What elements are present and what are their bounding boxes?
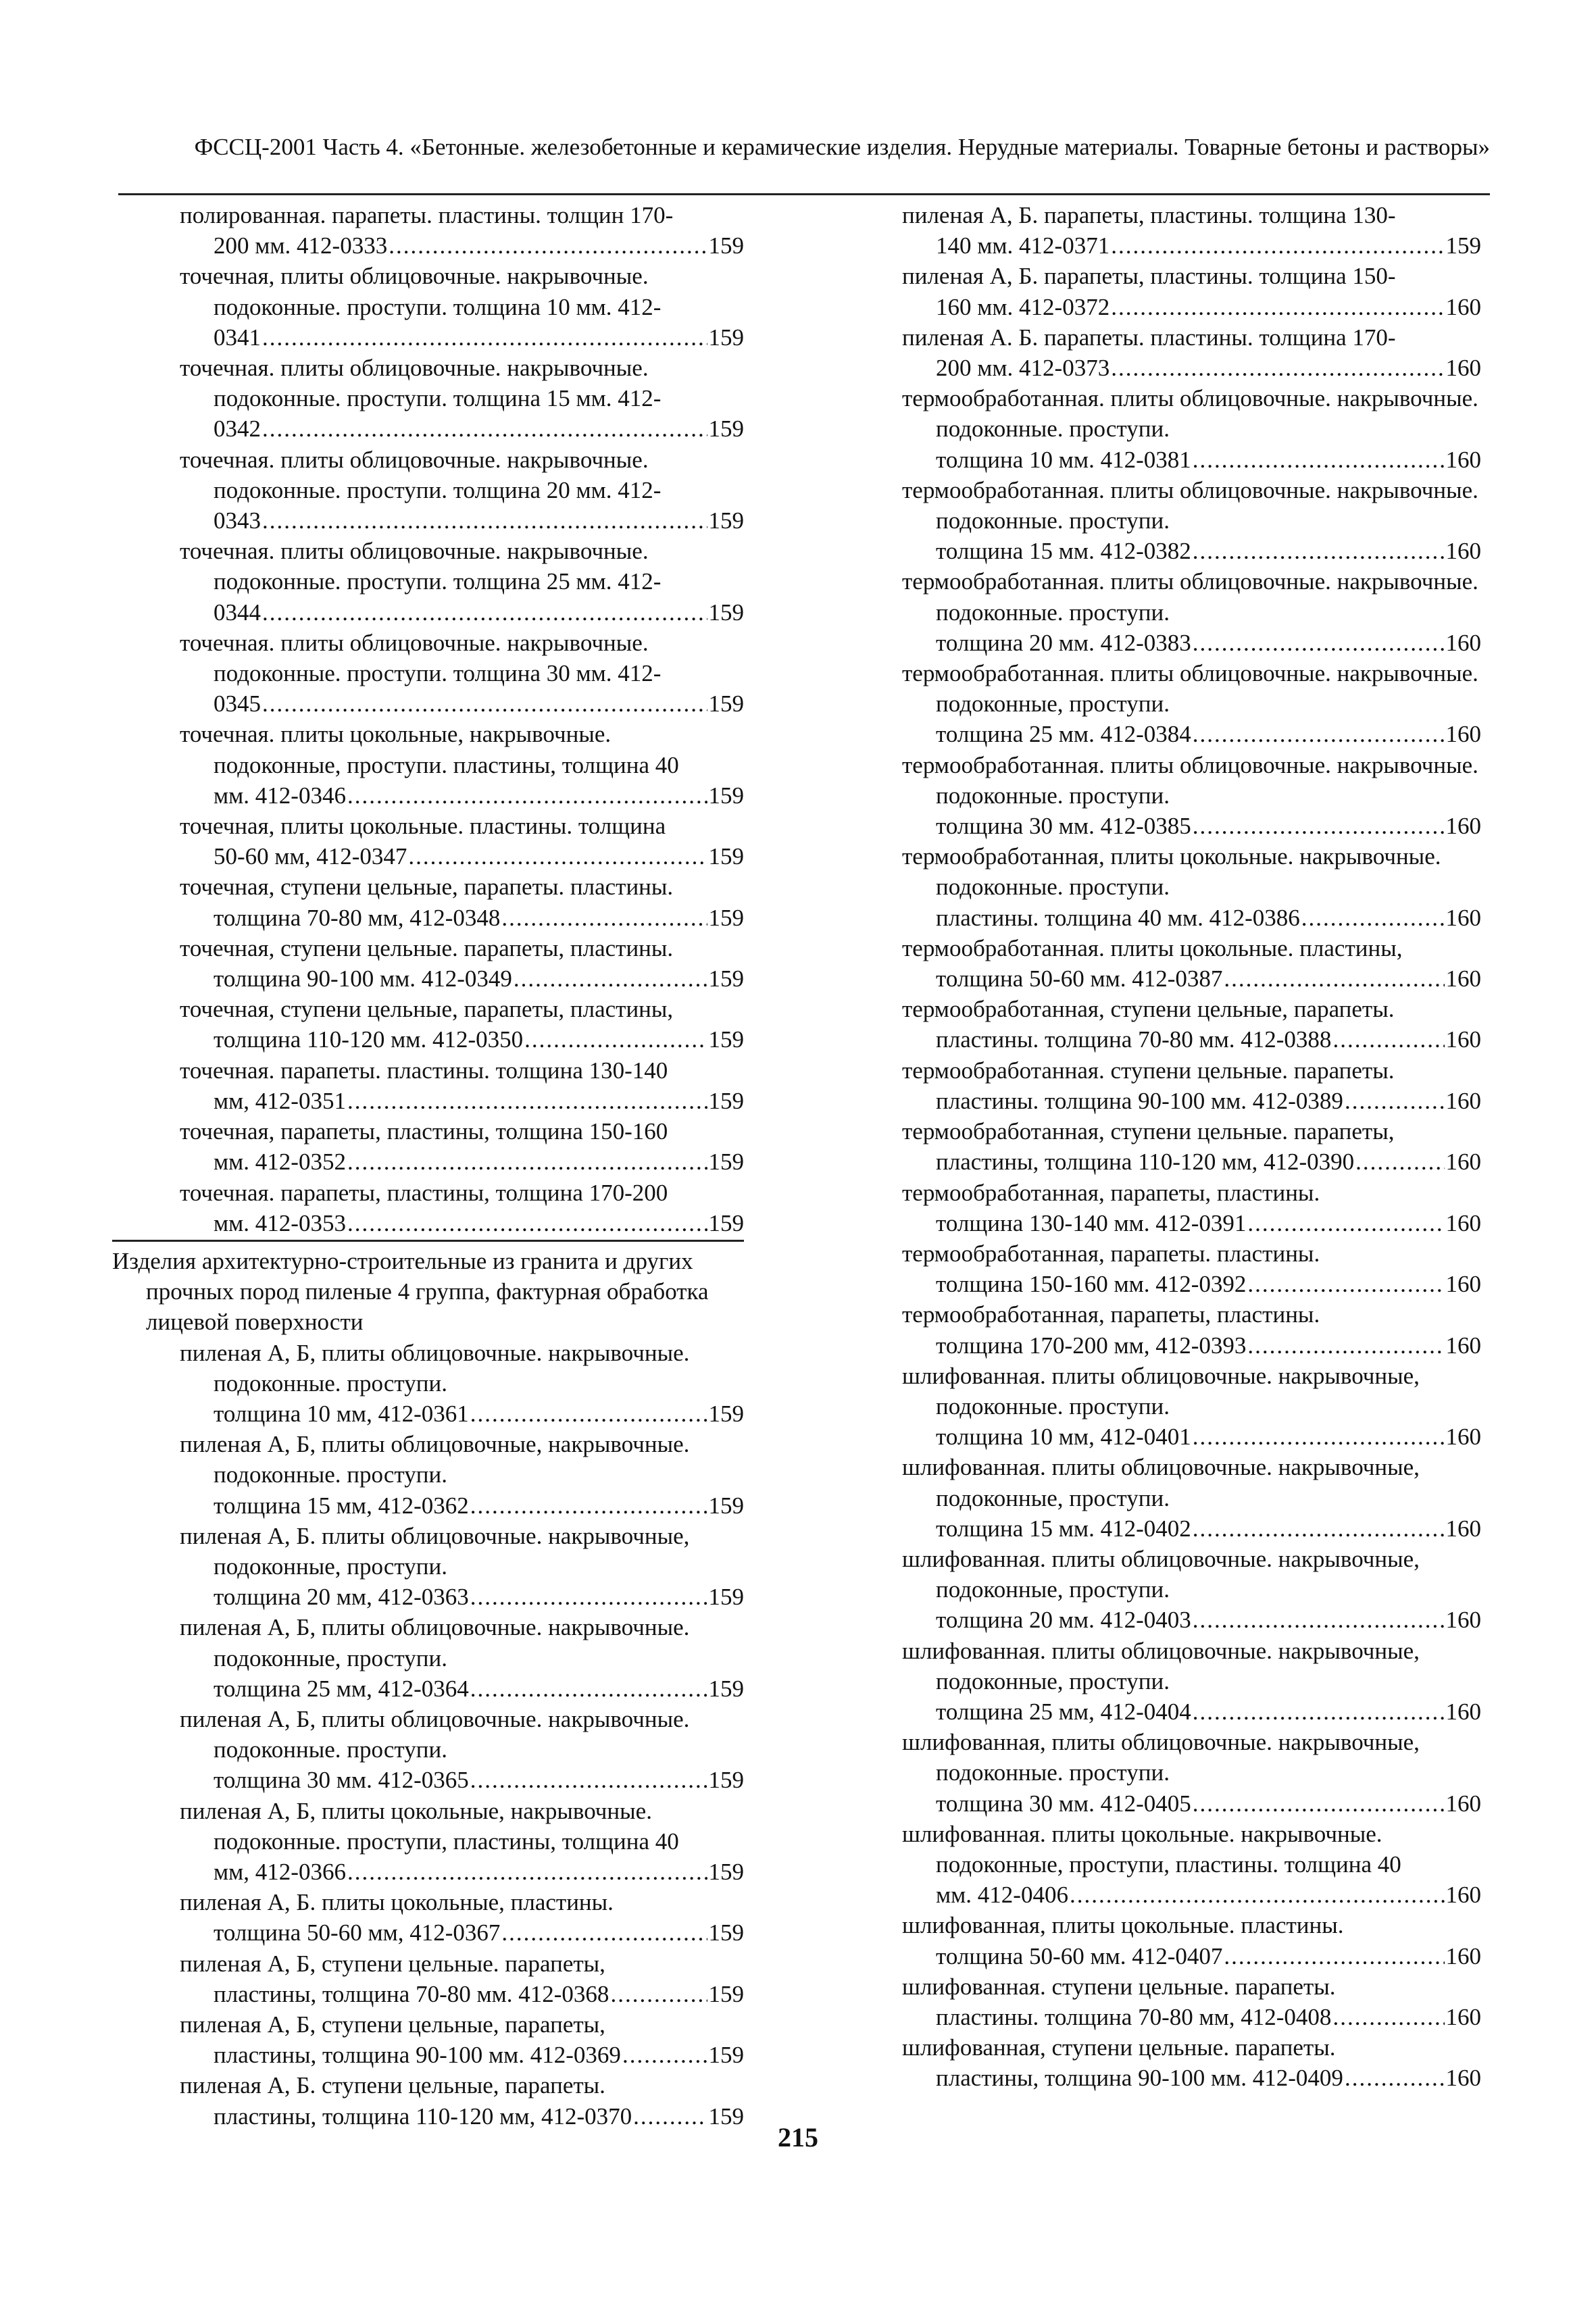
entry-page: 160 (1445, 538, 1481, 565)
entry-code: толщина 20 мм, 412-0363 (214, 1584, 469, 1611)
entry-code: толщина 15 мм. 412-0402 (936, 1515, 1191, 1542)
entry-page: 159 (708, 782, 744, 809)
entry-page: 159 (1445, 232, 1481, 259)
entry-code: пластины, толщина 90-100 мм. 412-0409 (936, 2065, 1343, 2092)
entry-code-line (214, 780, 744, 811)
dot-leader (1111, 230, 1444, 261)
dot-leader (1193, 1605, 1445, 1635)
entry-page: 160 (1445, 1698, 1481, 1725)
dot-leader (262, 505, 707, 536)
entry-text: термообработанная. плиты облицовочные. накрывочные. подоконные, проступи. (902, 660, 1478, 718)
entry-text: пиленая А, Б, плиты облицовочные. накрывочные. подоконные. проступи. (180, 1339, 690, 1397)
entry-text: полированная. парапеты. пластины. толщин 170- (180, 202, 674, 228)
entry-code-line (214, 1024, 744, 1055)
index-entry (112, 719, 744, 811)
dot-leader (1332, 1024, 1444, 1055)
entry-code: толщина 50-60 мм. 412-0407 (936, 1942, 1223, 1969)
entry-code: пластины. толщина 70-80 мм. 412-0388 (936, 1026, 1332, 1053)
entry-code: толщина 70-80 мм, 412-0348 (214, 904, 501, 931)
entry-code: 0342 (214, 416, 261, 443)
entry-text: пиленая А, Б, ступени цельные, парапеты, (180, 2011, 605, 2038)
index-entry (112, 1178, 744, 1238)
entry-page: 160 (1445, 2065, 1481, 2092)
entry-text: точечная. плиты облицовочные. накрывочные. подоконные. проступи. толщина 15 мм. 412- (180, 355, 662, 412)
dot-leader (1247, 1269, 1444, 1299)
entry-page: 160 (1445, 629, 1481, 656)
entry-code-line (214, 1979, 744, 2009)
dot-leader (262, 322, 707, 353)
index-entry (902, 1636, 1481, 1728)
entry-code: толщина 10 мм. 412-0381 (936, 446, 1191, 473)
entry-page: 159 (708, 1675, 744, 1702)
entry-code: мм. 412-0406 (936, 1882, 1068, 1909)
running-header: ФССЦ-2001 Часть 4. «Бетонные. железобетонные и керамические изделия. Нерудные материалы. Товарные бетоны и растворы» (194, 134, 1490, 160)
entry-text: шлифованная, плиты облицовочные. накрывочные, подоконные. проступи. (902, 1729, 1420, 1786)
dot-leader (470, 1674, 707, 1704)
entry-page: 160 (1445, 1790, 1481, 1817)
entry-code: 0343 (214, 507, 261, 534)
dot-leader (1193, 1422, 1445, 1452)
entry-text: точечная, ступени цельные, парапеты, пластины, (180, 996, 674, 1023)
entry-code-line (936, 230, 1481, 261)
entry-page: 160 (1445, 1882, 1481, 1909)
index-entry (112, 1704, 744, 1796)
dot-leader (389, 230, 707, 261)
entry-code: толщина 15 мм, 412-0362 (214, 1492, 469, 1519)
entry-page: 159 (708, 1400, 744, 1427)
dot-leader (622, 2040, 707, 2070)
entry-code-line (936, 1880, 1481, 1910)
entry-text: шлифованная. плиты облицовочные. накрывочные, подоконные, проступи. (902, 1454, 1420, 1511)
dot-leader (408, 841, 707, 872)
entry-code-line (214, 1086, 744, 1116)
index-entry (112, 872, 744, 932)
entry-text: шлифованная, ступени цельные. парапеты. (902, 2034, 1336, 2061)
dot-leader (514, 963, 707, 994)
dot-leader (501, 1917, 707, 1948)
index-entry (112, 1521, 744, 1613)
dot-leader (262, 413, 707, 444)
entry-page: 159 (708, 843, 744, 870)
entry-page: 159 (708, 904, 744, 931)
entry-code-line (936, 1208, 1481, 1238)
index-entry (112, 261, 744, 353)
entry-code: мм, 412-0351 (214, 1087, 346, 1114)
entry-code: толщина 30 мм. 412-0405 (936, 1790, 1191, 1817)
entry-code-line (936, 628, 1481, 658)
index-entry (902, 994, 1481, 1055)
entry-code-line (936, 2002, 1481, 2032)
dot-leader (1193, 719, 1445, 749)
dot-leader (470, 1765, 707, 1795)
index-entry (112, 1338, 744, 1430)
dot-leader (347, 1857, 707, 1887)
index-entry (112, 811, 744, 872)
dot-leader (262, 688, 707, 719)
index-entry (902, 1361, 1481, 1453)
entry-page: 159 (708, 1919, 744, 1946)
index-heading (112, 1246, 744, 1338)
dot-leader (470, 1490, 707, 1521)
entry-code: толщина 10 мм, 412-0401 (936, 1424, 1191, 1451)
entry-text: пиленая А, Б. парапеты, пластины. толщина 150- (902, 263, 1396, 290)
index-entry (902, 841, 1481, 933)
dot-leader (1332, 2002, 1444, 2032)
entry-code-line (936, 1696, 1481, 1727)
entry-text: шлифованная. ступени цельные. парапеты. (902, 1973, 1336, 2000)
index-entry (112, 1055, 744, 1116)
index-entry (902, 1727, 1481, 1819)
index-entry (902, 750, 1481, 842)
entry-page: 160 (1445, 2003, 1481, 2030)
index-entry (902, 1299, 1481, 1360)
index-column-left (112, 200, 744, 2132)
index-entry (112, 1887, 744, 1948)
dot-leader (1224, 1941, 1444, 1971)
entry-page: 159 (708, 2103, 744, 2130)
entry-page: 160 (1445, 1515, 1481, 1542)
index-entry (112, 1948, 744, 2009)
entry-page: 160 (1445, 1271, 1481, 1298)
entry-page: 160 (1445, 355, 1481, 382)
entry-text: точечная. плиты цокольные, накрывочные. подоконные, проступи. пластины, толщина 40 (180, 721, 679, 778)
entry-code-line (936, 1788, 1481, 1819)
entry-text: пиленая А. Б. парапеты. пластины. толщина 170- (902, 324, 1396, 351)
entry-text: шлифованная. плиты облицовочные. накрывочные, подоконные. проступи. (902, 1362, 1420, 1419)
entry-code: 200 мм. 412-0373 (936, 355, 1110, 382)
entry-page: 160 (1445, 1424, 1481, 1451)
entry-code-line (214, 597, 744, 628)
dot-leader (610, 1979, 707, 2009)
entry-code-line (214, 1399, 744, 1429)
entry-text: Изделия архитектурно-строительные из гранита и других прочных пород пиленые 4 группа, фактурная обработка лицевой поверхности (112, 1247, 709, 1336)
entry-text: пиленая А, Б. плиты цокольные, пластины. (180, 1889, 614, 1916)
entry-code: толщина 110-120 мм. 412-0350 (214, 1026, 524, 1053)
entry-text: пиленая А, Б, плиты облицовочные. накрывочные. подоконные. проступи. (180, 1705, 690, 1763)
dot-leader (1111, 353, 1444, 383)
entry-code: толщина 50-60 мм, 412-0367 (214, 1919, 501, 1946)
entry-text: точечная, парапеты, пластины, толщина 150-160 (180, 1118, 668, 1145)
entry-text: точечная, плиты облицовочные. накрывочные. подоконные. проступи. толщина 10 мм. 412- (180, 263, 662, 320)
index-entry (902, 566, 1481, 658)
entry-code: пластины. толщина 40 мм. 412-0386 (936, 904, 1300, 931)
entry-text: шлифованная. плиты облицовочные. накрывочные, подоконные, проступи. (902, 1545, 1420, 1603)
entry-page: 159 (708, 965, 744, 992)
entry-text: шлифованная. плиты облицовочные. накрывочные, подоконные, проступи. (902, 1637, 1420, 1694)
entry-code-line (214, 1582, 744, 1612)
entry-text: термообработанная, ступени цельные, парапеты. (902, 996, 1395, 1023)
entry-code-line (214, 841, 744, 872)
entry-text: точечная. плиты облицовочные. накрывочные. подоконные. проступи. толщина 30 мм. 412- (180, 629, 662, 687)
dot-leader (501, 903, 707, 933)
index-entry (112, 200, 744, 261)
entry-code-line (214, 1674, 744, 1704)
entry-code: мм. 412-0353 (214, 1209, 346, 1236)
entry-text: термообработанная, парапеты. пластины. (902, 1240, 1320, 1267)
entry-text: точечная, ступени цельные, парапеты. пластины. (180, 874, 674, 901)
entry-text: термообработанная, плиты цокольные. накрывочные. подоконные. проступи. (902, 843, 1441, 901)
page-number: 215 (778, 2122, 818, 2153)
index-entry (902, 1910, 1481, 1971)
dot-leader (347, 1147, 707, 1177)
entry-code: пластины, толщина 110-120 мм, 412-0370 (214, 2103, 632, 2130)
entry-text: термообработанная. плиты облицовочные. накрывочные. подоконные. проступи. (902, 751, 1478, 809)
entry-page: 159 (708, 232, 744, 259)
entry-page: 159 (708, 2042, 744, 2069)
index-entry (902, 1178, 1481, 1238)
entry-page: 160 (1445, 1942, 1481, 1969)
dot-leader (1301, 903, 1445, 933)
entry-text: шлифованная, плиты цокольные. пластины. (902, 1912, 1344, 1939)
entry-text: пиленая А, Б. парапеты, пластины. толщина 130- (902, 202, 1396, 228)
entry-code: пластины, толщина 110-120 мм, 412-0390 (936, 1149, 1355, 1176)
dot-leader (262, 597, 707, 628)
entry-code-line (936, 1330, 1481, 1361)
index-entry (902, 933, 1481, 994)
entry-text: термообработанная, ступени цельные. парапеты, (902, 1118, 1395, 1145)
dot-leader (347, 1086, 707, 1116)
dot-leader (1193, 536, 1445, 566)
entry-page: 159 (708, 1149, 744, 1176)
index-entry (112, 994, 744, 1055)
entry-code-line (214, 413, 744, 444)
entry-text: термообработанная. плиты облицовочные. накрывочные. подоконные. проступи. (902, 385, 1478, 443)
entry-text: пиленая А, Б, ступени цельные. парапеты, (180, 1950, 605, 1977)
entry-code: толщина 10 мм, 412-0361 (214, 1400, 469, 1427)
entry-text: точечная. парапеты. пластины. толщина 130-140 (180, 1057, 668, 1084)
entry-text: пиленая А, Б, плиты облицовочные, накрывочные. подоконные. проступи. (180, 1431, 690, 1488)
index-entry (902, 1116, 1481, 1177)
dot-leader (1193, 1788, 1445, 1819)
index-entry (902, 1971, 1481, 2032)
index-entry (902, 2032, 1481, 2093)
dot-leader (1345, 2063, 1445, 2093)
entry-page: 159 (708, 1767, 744, 1794)
entry-page: 159 (708, 1209, 744, 1236)
entry-text: пиленая А, Б. ступени цельные, парапеты. (180, 2072, 605, 2099)
entry-text: термообработанная, парапеты, пластины. (902, 1301, 1320, 1328)
entry-page: 159 (708, 324, 744, 351)
index-entry (902, 383, 1481, 475)
entry-code: 160 мм. 412-0372 (936, 293, 1110, 320)
dot-leader (1193, 628, 1445, 658)
entry-page: 160 (1445, 293, 1481, 320)
entry-code-line (936, 719, 1481, 749)
entry-code: толщина 130-140 мм. 412-0391 (936, 1209, 1247, 1236)
entry-code-line (936, 1605, 1481, 1635)
entry-code: толщина 170-200 мм, 412-0393 (936, 1332, 1247, 1359)
entry-page: 160 (1445, 1026, 1481, 1053)
entry-code-line (936, 2063, 1481, 2093)
index-entry (112, 628, 744, 720)
dot-leader (470, 1399, 707, 1429)
entry-code-line (214, 1147, 744, 1177)
entry-code: 140 мм. 412-0371 (936, 232, 1110, 259)
entry-code: толщина 25 мм. 412-0384 (936, 721, 1191, 748)
entry-code: толщина 20 мм. 412-0403 (936, 1607, 1191, 1634)
entry-code: 0345 (214, 690, 261, 718)
entry-code-line (214, 688, 744, 719)
index-entry (112, 933, 744, 994)
entry-code-line (214, 1917, 744, 1948)
entry-page: 160 (1445, 1332, 1481, 1359)
entry-code-line (936, 1147, 1481, 1177)
index-entry (902, 200, 1481, 261)
index-entry (112, 536, 744, 628)
index-entry (112, 1116, 744, 1177)
entry-page: 160 (1445, 965, 1481, 992)
index-entry (902, 1055, 1481, 1116)
dot-leader (1193, 811, 1445, 841)
entry-code: 200 мм. 412-0333 (214, 232, 388, 259)
entry-code: толщина 50-60 мм. 412-0387 (936, 965, 1223, 992)
entry-page: 160 (1445, 1149, 1481, 1176)
entry-code: пластины. толщина 70-80 мм, 412-0408 (936, 2003, 1332, 2030)
entry-page: 159 (708, 416, 744, 443)
entry-code-line (214, 230, 744, 261)
entry-text: точечная. плиты облицовочные. накрывочные. подоконные. проступи. толщина 20 мм. 412- (180, 446, 662, 503)
entry-code: толщина 15 мм. 412-0382 (936, 538, 1191, 565)
header-rule (118, 193, 1490, 195)
entry-text: термообработанная. плиты цокольные. пластины, (902, 934, 1403, 961)
entry-code-line (936, 1086, 1481, 1116)
entry-page: 160 (1445, 1209, 1481, 1236)
entry-code: мм, 412-0366 (214, 1858, 346, 1885)
entry-code-line (936, 963, 1481, 994)
entry-code-line (936, 1513, 1481, 1544)
entry-page: 159 (708, 690, 744, 718)
index-entry (112, 2009, 744, 2070)
entry-code-line (214, 322, 744, 353)
dot-leader (1111, 292, 1444, 322)
entry-page: 160 (1445, 813, 1481, 840)
entry-page: 159 (708, 1087, 744, 1114)
index-entry (902, 1819, 1481, 1911)
dot-leader (347, 780, 707, 811)
entry-code-line (936, 811, 1481, 841)
entry-page: 159 (708, 599, 744, 626)
entry-text: точечная, плиты цокольные. пластины. толщина (180, 813, 666, 840)
entry-code-line (214, 505, 744, 536)
dot-leader (1070, 1880, 1445, 1910)
entry-code-line (214, 903, 744, 933)
entry-code-line (214, 1765, 744, 1795)
dot-leader (1193, 1513, 1445, 1544)
entry-page: 159 (708, 1026, 744, 1053)
index-entry (112, 353, 744, 445)
dot-leader (470, 1582, 707, 1612)
entry-code: толщина 30 мм. 412-0365 (214, 1767, 469, 1794)
entry-code-line (214, 963, 744, 994)
entry-code-line (936, 1422, 1481, 1452)
dot-leader (1247, 1208, 1444, 1238)
entry-code: пластины, толщина 90-100 мм. 412-0369 (214, 2042, 621, 2069)
entry-code-line (214, 1490, 744, 1521)
section-rule (112, 1240, 744, 1242)
entry-code: 0341 (214, 324, 261, 351)
index-entry (902, 658, 1481, 750)
entry-text: точечная. парапеты, пластины, толщина 170-200 (180, 1179, 668, 1206)
entry-page: 160 (1445, 1607, 1481, 1634)
entry-text: термообработанная, парапеты, пластины. (902, 1179, 1320, 1206)
entry-page: 159 (708, 1492, 744, 1519)
entry-text: точечная. плиты облицовочные. накрывочные. подоконные. проступи. толщина 25 мм. 412- (180, 538, 662, 595)
index-entry (902, 475, 1481, 567)
entry-code: толщина 20 мм. 412-0383 (936, 629, 1191, 656)
entry-page: 159 (708, 507, 744, 534)
entry-page: 160 (1445, 904, 1481, 931)
entry-code-line (936, 1269, 1481, 1299)
entry-page: 160 (1445, 446, 1481, 473)
entry-code: 50-60 мм, 412-0347 (214, 843, 407, 870)
index-column-right (902, 200, 1481, 2094)
entry-text: термообработанная. ступени цельные. парапеты. (902, 1057, 1395, 1084)
entry-code: мм. 412-0346 (214, 782, 346, 809)
entry-code: пластины. толщина 90-100 мм. 412-0389 (936, 1087, 1343, 1114)
index-entry (902, 1544, 1481, 1636)
entry-code: толщина 30 мм. 412-0385 (936, 813, 1191, 840)
entry-code-line (936, 903, 1481, 933)
index-entry (112, 1796, 744, 1888)
dot-leader (1345, 1086, 1445, 1116)
entry-text: пиленая А, Б, плиты облицовочные. накрывочные. подоконные, проступи. (180, 1614, 690, 1671)
entry-text: точечная, ступени цельные. парапеты, пластины. (180, 934, 674, 961)
index-entry (902, 322, 1481, 383)
entry-code: толщина 90-100 мм. 412-0349 (214, 965, 512, 992)
entry-text: пиленая А, Б, плиты цокольные, накрывочные. подоконные. проступи, пластины, толщина 40 (180, 1797, 679, 1855)
entry-code-line (936, 1024, 1481, 1055)
dot-leader (1193, 445, 1445, 475)
entry-page: 159 (708, 1584, 744, 1611)
entry-code-line (214, 1208, 744, 1238)
index-entry (112, 1612, 744, 1704)
index-entry (112, 1429, 744, 1521)
dot-leader (347, 1208, 707, 1238)
entry-code: толщина 25 мм, 412-0404 (936, 1698, 1191, 1725)
dot-leader (1247, 1330, 1444, 1361)
entry-code: пластины, толщина 70-80 мм. 412-0368 (214, 1980, 609, 2007)
dot-leader (524, 1024, 707, 1055)
entry-page: 159 (708, 1858, 744, 1885)
entry-code-line (214, 1857, 744, 1887)
entry-code-line (936, 445, 1481, 475)
dot-leader (1193, 1696, 1445, 1727)
entry-text: шлифованная. плиты цокольные. накрывочные. подоконные, проступи, пластины. толщина 40 (902, 1820, 1401, 1878)
entry-text: термообработанная. плиты облицовочные. накрывочные. подоконные. проступи. (902, 568, 1478, 626)
entry-text: пиленая А, Б. плиты облицовочные. накрывочные, подоконные, проступи. (180, 1522, 690, 1580)
entry-code: толщина 25 мм, 412-0364 (214, 1675, 469, 1702)
index-entry (902, 261, 1481, 322)
index-entry (112, 445, 744, 536)
entry-code-line (936, 353, 1481, 383)
index-entry (902, 1452, 1481, 1544)
entry-page: 160 (1445, 1087, 1481, 1114)
entry-code: 0344 (214, 599, 261, 626)
entry-code: мм. 412-0352 (214, 1149, 346, 1176)
entry-code-line (936, 1941, 1481, 1971)
dot-leader (1224, 963, 1444, 994)
entry-code-line (214, 2040, 744, 2070)
index-entry (902, 1238, 1481, 1299)
dot-leader (1355, 1147, 1444, 1177)
entry-code: толщина 150-160 мм. 412-0392 (936, 1271, 1247, 1298)
entry-code-line (936, 292, 1481, 322)
entry-page: 160 (1445, 721, 1481, 748)
entry-code-line (936, 536, 1481, 566)
entry-text: термообработанная. плиты облицовочные. накрывочные. подоконные. проступи. (902, 476, 1478, 534)
entry-page: 159 (708, 1980, 744, 2007)
